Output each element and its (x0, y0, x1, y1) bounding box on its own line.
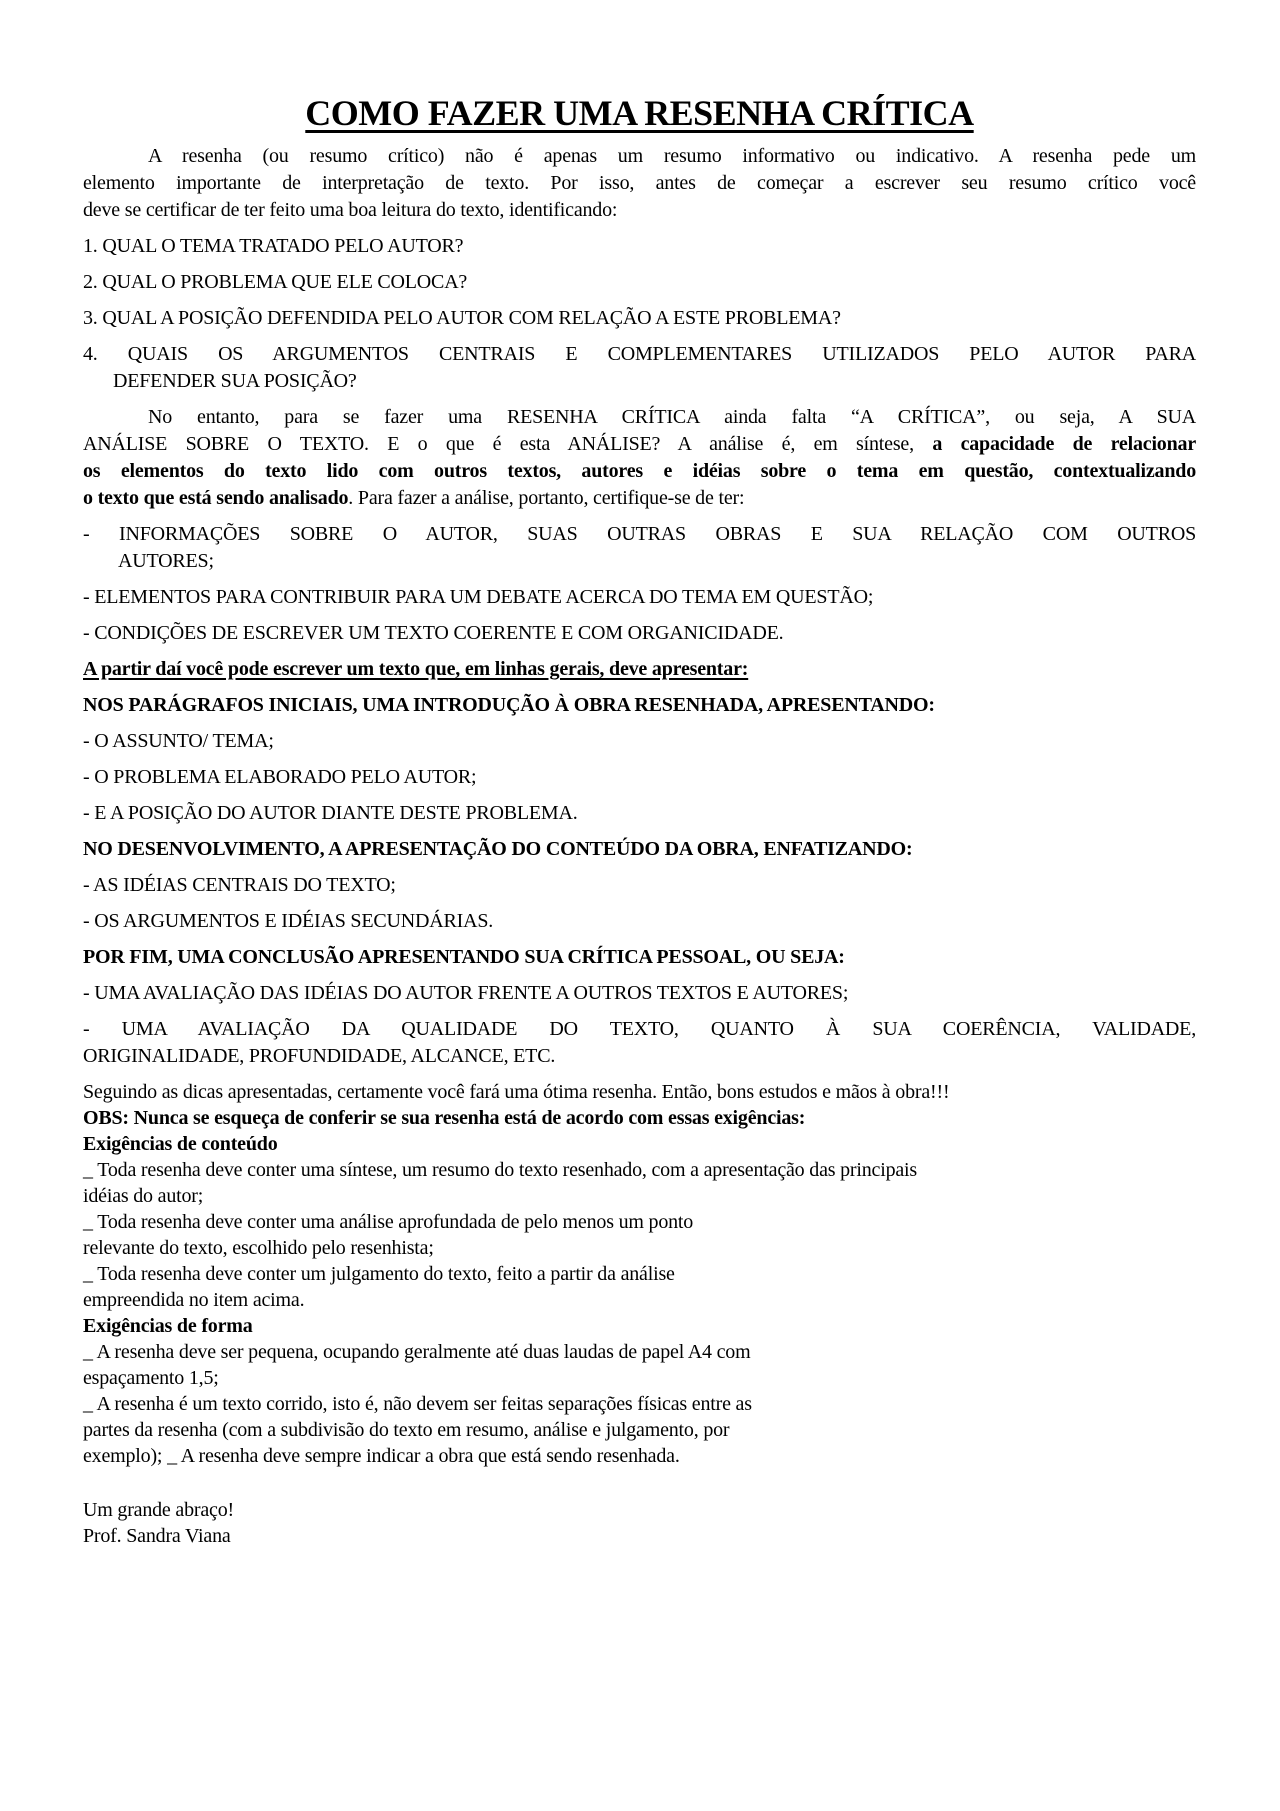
text-line: DEFENDER SUA POSIÇÃO? (113, 370, 357, 392)
heading-exigencias-conteudo (83, 1131, 1196, 1157)
transition-underlined (83, 656, 1196, 683)
text-line: - O PROBLEMA ELABORADO PELO AUTOR; (83, 766, 477, 788)
exigencia-forma-2 (83, 1391, 1196, 1469)
text-line: 4. QUAIS OS ARGUMENTOS CENTRAIS E COMPLEMENTARES UTILIZADOS PELO AUTOR PARA (83, 343, 1196, 365)
text-line: os elementos do texto lido com outros textos, autores e idéias sobre o tema em questão, contextualizando (83, 460, 1196, 482)
text-line: _ Toda resenha deve conter uma síntese, um resumo do texto resenhado, com a apresentação das principais (83, 1159, 917, 1181)
text-line: elemento importante de interpretação de texto. Por isso, antes de começar a escrever seu resumo crítico você (83, 172, 1196, 194)
heading-paragrafos-iniciais (83, 692, 1196, 719)
heading-exigencias-forma (83, 1313, 1196, 1339)
intro-paragraph (83, 143, 1196, 224)
dash-item-problema (83, 764, 1196, 791)
text-line: - INFORMAÇÕES SOBRE O AUTOR, SUAS OUTRAS OBRAS E SUA RELAÇÃO COM OUTROS (83, 523, 1196, 545)
exigencia-conteudo-2 (83, 1209, 1196, 1261)
text-line: _ A resenha é um texto corrido, isto é, não devem ser feitas separações físicas entre as (83, 1393, 752, 1415)
text-line: Seguindo as dicas apresentadas, certamente você fará uma ótima resenha. Então, bons estudos e mãos à obra!!! (83, 1081, 950, 1103)
dash-item-elementos (83, 584, 1196, 611)
text-line: _ Toda resenha deve conter uma análise aprofundada de pelo menos um ponto (83, 1211, 694, 1233)
question-item-3 (83, 305, 1196, 332)
text-line: - CONDIÇÕES DE ESCREVER UM TEXTO COERENTE E COM ORGANICIDADE. (83, 622, 784, 644)
text-line: o texto que está sendo analisado. Para fazer a análise, portanto, certifique-se de ter: (83, 487, 745, 509)
text-line: empreendida no item acima. (83, 1289, 305, 1311)
text-line: 3. QUAL A POSIÇÃO DEFENDIDA PELO AUTOR COM RELAÇÃO A ESTE PROBLEMA? (83, 307, 841, 329)
blank-gap (83, 1469, 1196, 1497)
closing-tip (83, 1079, 1196, 1105)
text-line: Exigências de conteúdo (83, 1133, 278, 1155)
signature-line (83, 1523, 1196, 1549)
text-line: _ A resenha deve ser pequena, ocupando geralmente até duas laudas de papel A4 com (83, 1341, 751, 1363)
dash-item-avaliacao-ideias (83, 980, 1196, 1007)
text-line: NO DESENVOLVIMENTO, A APRESENTAÇÃO DO CONTEÚDO DA OBRA, ENFATIZANDO: (83, 838, 913, 860)
text-line: POR FIM, UMA CONCLUSÃO APRESENTANDO SUA CRÍTICA PESSOAL, OU SEJA: (83, 946, 845, 968)
dash-item-posicao (83, 800, 1196, 827)
text-line: - UMA AVALIAÇÃO DAS IDÉIAS DO AUTOR FRENTE A OUTROS TEXTOS E AUTORES; (83, 982, 849, 1004)
text-line: Exigências de forma (83, 1315, 253, 1337)
exigencia-conteudo-1 (83, 1157, 1196, 1209)
text-line: espaçamento 1,5; (83, 1367, 219, 1389)
text-line: partes da resenha (com a subdivisão do texto em resumo, análise e julgamento, por (83, 1419, 730, 1441)
text-line: 2. QUAL O PROBLEMA QUE ELE COLOCA? (83, 271, 468, 293)
text-line: OBS: Nunca se esqueça de conferir se sua resenha está de acordo com essas exigências: (83, 1107, 806, 1129)
text-line: - O ASSUNTO/ TEMA; (83, 730, 274, 752)
page-title: COMO FAZER UMA RESENHA CRÍTICA (305, 93, 974, 133)
text-line: Prof. Sandra Viana (83, 1525, 231, 1547)
text-line: NOS PARÁGRAFOS INICIAIS, UMA INTRODUÇÃO À OBRA RESENHADA, APRESENTANDO: (83, 694, 935, 716)
exigencia-conteudo-3 (83, 1261, 1196, 1313)
question-item-1 (83, 233, 1196, 260)
heading-desenvolvimento (83, 836, 1196, 863)
text-line: relevante do texto, escolhido pelo resenhista; (83, 1237, 434, 1259)
analysis-paragraph (83, 404, 1196, 512)
question-item-4 (83, 341, 1196, 395)
dash-item-ideias-centrais (83, 872, 1196, 899)
text-line: - UMA AVALIAÇÃO DA QUALIDADE DO TEXTO, QUANTO À SUA COERÊNCIA, VALIDADE, (83, 1018, 1196, 1040)
text-line: _ Toda resenha deve conter um julgamento do texto, feito a partir da análise (83, 1263, 675, 1285)
text-line: No entanto, para se fazer uma RESENHA CRÍTICA ainda falta “A CRÍTICA”, ou seja, A SUA (148, 406, 1196, 428)
obs-note (83, 1105, 1196, 1131)
text-line: - OS ARGUMENTOS E IDÉIAS SECUNDÁRIAS. (83, 910, 494, 932)
dash-item-argumentos (83, 908, 1196, 935)
dash-item-informacoes (83, 521, 1196, 575)
text-line: AUTORES; (118, 550, 214, 572)
text-line: ORIGINALIDADE, PROFUNDIDADE, ALCANCE, ETC. (83, 1045, 556, 1067)
text-line: 1. QUAL O TEMA TRATADO PELO AUTOR? (83, 235, 464, 257)
text-line: A partir daí você pode escrever um texto que, em linhas gerais, deve apresentar: (83, 658, 749, 680)
document-body (83, 143, 1196, 1549)
text-line: A resenha (ou resumo crítico) não é apenas um resumo informativo ou indicativo. A resenha pede um (148, 145, 1196, 167)
text-line: deve se certificar de ter feito uma boa leitura do texto, identificando: (83, 199, 618, 221)
text-line: idéias do autor; (83, 1185, 204, 1207)
exigencia-forma-1 (83, 1339, 1196, 1391)
question-item-2 (83, 269, 1196, 296)
dash-item-condicoes (83, 620, 1196, 647)
text-line: Um grande abraço! (83, 1499, 234, 1521)
text-line: - ELEMENTOS PARA CONTRIBUIR PARA UM DEBATE ACERCA DO TEMA EM QUESTÃO; (83, 586, 874, 608)
text-line: ANÁLISE SOBRE O TEXTO. E o que é esta ANÁLISE? A análise é, em síntese, a capacidade de relacionar (83, 433, 1196, 455)
heading-conclusao (83, 944, 1196, 971)
text-line: - AS IDÉIAS CENTRAIS DO TEXTO; (83, 874, 396, 896)
text-line: exemplo); _ A resenha deve sempre indicar a obra que está sendo resenhada. (83, 1445, 680, 1467)
farewell-line (83, 1497, 1196, 1523)
dash-item-avaliacao-qualidade (83, 1016, 1196, 1070)
dash-item-assunto (83, 728, 1196, 755)
text-line: - E A POSIÇÃO DO AUTOR DIANTE DESTE PROBLEMA. (83, 802, 578, 824)
